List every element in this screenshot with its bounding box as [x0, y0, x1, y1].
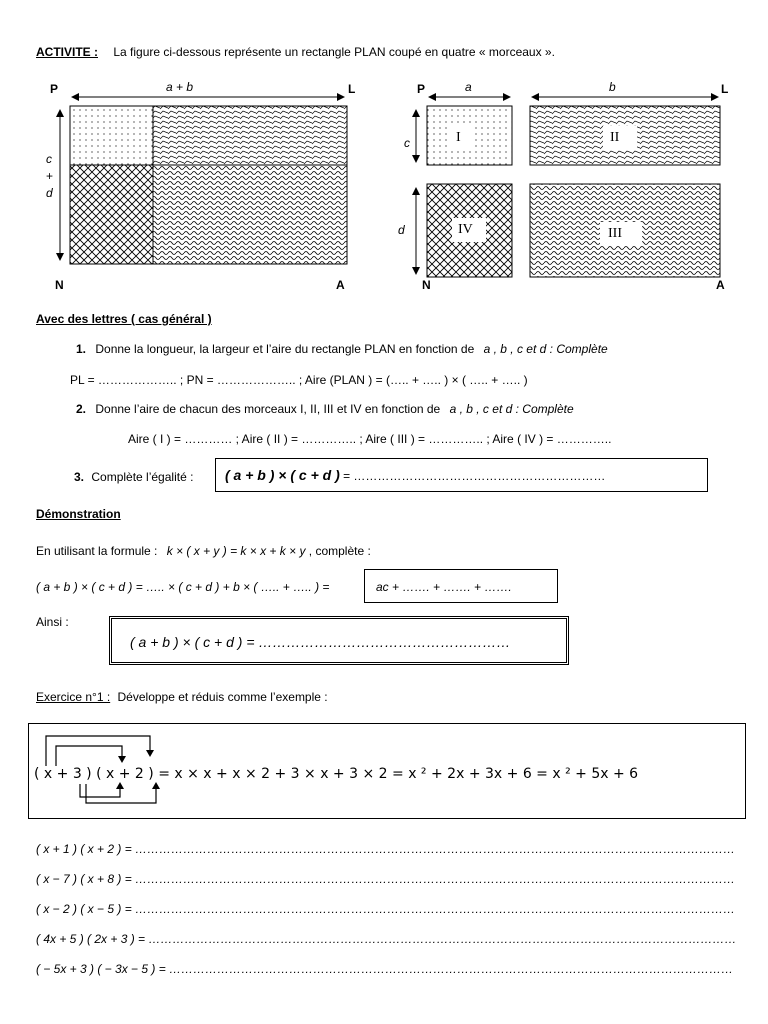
ainsi-label: Ainsi :	[36, 615, 69, 629]
exercice-text: Développe et réduis comme l’exemple :	[117, 690, 328, 704]
activite-line	[36, 45, 555, 59]
activite-heading: ACTIVITE :	[36, 45, 98, 59]
q1-text: Donne la longueur, la largeur et l’aire du rectangle PLAN en fonction de	[95, 342, 475, 356]
demonstration-box-text[interactable]: ac + ……. + ……. + …….	[376, 580, 512, 594]
question-1	[76, 342, 608, 356]
question-2	[76, 402, 574, 416]
label-A-right: A	[716, 278, 725, 292]
intro-end: , complète :	[308, 544, 371, 558]
distributive-formula: k × ( x + y ) = k × x + k × y	[166, 544, 306, 558]
ainsi-box-text[interactable]: ( a + b ) × ( c + d ) = ………………………………………………	[130, 634, 511, 650]
label-side-plus: +	[46, 169, 54, 183]
label-d: d	[398, 223, 405, 237]
q3-text: Complète l’égalité :	[91, 470, 194, 484]
label-c: c	[404, 136, 410, 150]
label-L-right: L	[721, 82, 729, 96]
exercise-line-5[interactable]: ( − 5x + 3 ) ( − 3x − 5 ) = ……………………………………………………………………………………………………………………………	[36, 962, 734, 976]
demonstration-line: ( a + b ) × ( c + d ) = ….. × ( c + d ) + b × ( ….. + ….. ) =	[36, 580, 330, 594]
q2-text: Donne l’aire de chacun des morceaux I, II, III et IV en fonction de	[95, 402, 441, 416]
piece-II-label: II	[610, 130, 620, 145]
label-a: a	[465, 80, 472, 94]
q2-vars: a , b , c et d	[449, 402, 513, 416]
q2-answer-line: Aire ( I ) = ………… ; Aire ( II ) = ………….. ; Aire ( III ) = ………….. ; Aire ( IV ) = …………..	[128, 432, 612, 446]
q2-end: : Complète	[515, 402, 574, 416]
label-N-right: N	[422, 278, 431, 292]
exercise-line-4[interactable]: ( 4x + 5 ) ( 2x + 3 ) = …………………………………………………………………………………………………………………………………	[36, 932, 737, 946]
label-N-left: N	[55, 278, 64, 292]
exercise-line-3[interactable]: ( x − 2 ) ( x − 5 ) = ……………………………………………………………………………………………………………………………………	[36, 902, 736, 916]
rectangle-plan	[60, 97, 347, 264]
label-a-plus-b: a + b	[166, 80, 194, 94]
q3-rest: = ………………………………………………………	[339, 469, 606, 483]
label-L-left: L	[348, 82, 356, 96]
demonstration-heading: Démonstration	[36, 507, 121, 521]
exercice-heading: Exercice n°1 :	[36, 690, 111, 704]
label-P-left: P	[50, 82, 59, 96]
label-side-c: c	[46, 152, 52, 166]
demonstration-intro	[36, 544, 371, 558]
piece-III-label: III	[608, 226, 622, 241]
piece-I-label: I	[456, 130, 461, 145]
label-P-right: P	[417, 82, 426, 96]
q1-vars: a , b , c et d	[483, 342, 547, 356]
exercise-line-2[interactable]: ( x − 7 ) ( x + 8 ) = ……………………………………………………………………………………………………………………………………	[36, 872, 736, 886]
exercise-line-1[interactable]: ( x + 1 ) ( x + 2 ) = ……………………………………………………………………………………………………………………………………	[36, 842, 736, 856]
example-expansion: ( x + 3 ) ( x + 2 ) = x × x + x × 2 + 3 × x + 3 × 2 = x ² + 2x + 3x + 6 = x ² + 5x + 6	[34, 766, 639, 782]
q1-answer-line: PL = ……………….. ; PN = ……………….. ; Aire (PLAN ) = (….. + ….. ) × ( ….. + ….. )	[70, 373, 528, 387]
activite-text: La figure ci-dessous représente un rectangle PLAN coupé en quatre « morceaux ».	[113, 45, 555, 59]
pieces-figure	[416, 97, 720, 277]
avec-lettres-heading: Avec des lettres ( cas général )	[36, 312, 212, 326]
piece-IV-label: IV	[458, 222, 473, 237]
q3-answer[interactable]	[225, 467, 605, 483]
label-b: b	[609, 80, 616, 94]
q2-number: 2.	[76, 402, 87, 416]
q3-number: 3.	[74, 470, 85, 484]
question-3	[74, 470, 193, 484]
q1-number: 1.	[76, 342, 87, 356]
q3-formula: ( a + b ) × ( c + d )	[225, 467, 340, 483]
exercice-line	[36, 690, 328, 704]
intro-text: En utilisant la formule :	[36, 544, 158, 558]
label-side-d: d	[46, 186, 53, 200]
q1-end: : Complète	[549, 342, 608, 356]
label-A-left: A	[336, 278, 345, 292]
